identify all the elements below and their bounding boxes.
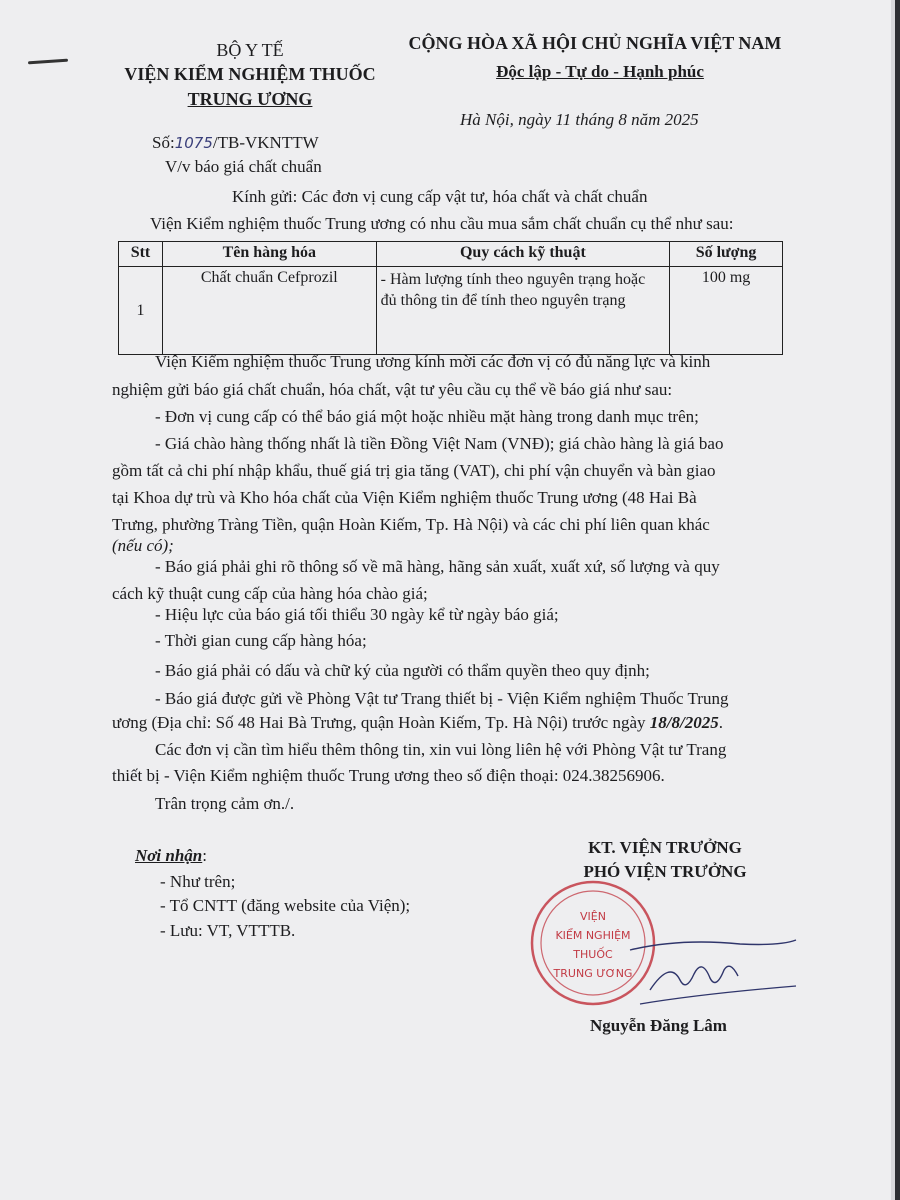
body-line-3: - Đơn vị cung cấp có thể báo giá một hoặc nhiều mặt hàng trong danh mục trên; (155, 407, 699, 426)
recipient-item-1: - Như trên; (160, 872, 236, 891)
items-table (118, 241, 783, 355)
body-line-5: gồm tất cả chi phí nhập khẩu, thuế giá trị gia tăng (VAT), chi phí vận chuyển và bàn giao (112, 461, 716, 480)
body-line-18: Trân trọng cảm ơn./. (155, 794, 295, 813)
handwritten-signature (620, 930, 800, 1010)
institute-name-line1: VIỆN KIỂM NGHIỆM THUỐC (124, 64, 376, 84)
col-header-qty: Số lượng (670, 242, 783, 267)
body-line-15 (112, 713, 723, 733)
stamp-text-4: TRUNG ƯƠNG (553, 967, 633, 980)
stamp-text-2: KIỂM NGHIỆM (555, 929, 631, 942)
col-header-spec: Quy cách kỹ thuật (376, 242, 669, 267)
body-line-1: Viện Kiểm nghiệm thuốc Trung ương kính mời các đơn vị có đủ năng lực và kinh (155, 352, 711, 371)
pen-mark (28, 59, 68, 65)
national-motto: Độc lập - Tự do - Hạnh phúc (496, 62, 704, 81)
ministry-name: BỘ Y TẾ (216, 40, 284, 60)
cell-qty: 100 mg (670, 267, 783, 355)
recipient-item-2: - Tổ CNTT (đăng website của Viện); (160, 896, 411, 915)
number-suffix: /TB-VKNTTW (212, 133, 319, 152)
recipient-item-3: - Lưu: VT, VTTTB. (160, 921, 296, 940)
recipients-title (135, 846, 207, 866)
deadline-prefix: ương (Địa chỉ: Số 48 Hai Bà Trưng, quận Hoàn Kiếm, Tp. Hà Nội) trước ngày (112, 713, 650, 732)
body-line-8: (nếu có); (112, 536, 174, 555)
body-line-10: cách kỹ thuật cung cấp của hàng hóa chào giá; (112, 584, 428, 603)
deadline-date: 18/8/2025 (649, 713, 719, 732)
body-line-2: nghiệm gửi báo giá chất chuẩn, hóa chất, vật tư yêu cầu cụ thể về báo giá như sau: (112, 380, 673, 399)
col-header-name: Tên hàng hóa (162, 242, 376, 267)
table-header-row (119, 242, 783, 267)
signer-name: Nguyễn Đăng Lâm (590, 1016, 727, 1035)
place-date: Hà Nội, ngày 11 tháng 8 năm 2025 (460, 110, 699, 129)
col-header-stt: Stt (119, 242, 163, 267)
cell-stt: 1 (119, 267, 163, 355)
body-line-11: - Hiệu lực của báo giá tối thiểu 30 ngày kể từ ngày báo giá; (155, 605, 559, 624)
body-line-13: - Báo giá phải có dấu và chữ ký của người có thẩm quyền theo quy định; (155, 661, 650, 680)
institute-name-line2: TRUNG ƯƠNG (187, 89, 313, 109)
body-line-17: thiết bị - Viện Kiểm nghiệm thuốc Trung ương theo số điện thoại: 024.38256906. (112, 766, 665, 785)
body-line-12: - Thời gian cung cấp hàng hóa; (155, 631, 367, 650)
country-name: CỘNG HÒA XÃ HỘI CHỦ NGHĨA VIỆT NAM (408, 33, 782, 53)
body-line-9: - Báo giá phải ghi rõ thông số về mã hàng, hãng sản xuất, xuất xứ, số lượng và quy (155, 557, 720, 576)
recipient-line: Kính gửi: Các đơn vị cung cấp vật tư, hóa chất và chất chuẩn (232, 187, 648, 206)
number-prefix: Số: (152, 133, 175, 152)
signature-title-2: PHÓ VIỆN TRƯỞNG (583, 862, 747, 881)
body-line-7: Trưng, phường Tràng Tiền, quận Hoàn Kiếm, Tp. Hà Nội) và các chi phí liên quan khác (112, 515, 710, 534)
body-line-16: Các đơn vị cần tìm hiểu thêm thông tin, xin vui lòng liên hệ với Phòng Vật tư Trang (155, 740, 727, 759)
handwritten-number: 1075 (174, 134, 213, 152)
stamp-text-3: THUỐC (573, 948, 613, 961)
recipients-title-colon: : (202, 846, 207, 865)
body-line-6: tại Khoa dự trù và Kho hóa chất của Viện Kiểm nghiệm thuốc Trung ương (48 Hai Bà (112, 488, 697, 507)
intro-line: Viện Kiểm nghiệm thuốc Trung ương có nhu cầu mua sắm chất chuẩn cụ thể như sau: (150, 214, 734, 233)
deadline-suffix: . (718, 713, 723, 732)
cell-name: Chất chuẩn Cefprozil (162, 267, 376, 355)
subject-line: V/v báo giá chất chuẩn (165, 157, 322, 176)
cell-spec: - Hàm lượng tính theo nguyên trạng hoặc đủ thông tin để tính theo nguyên trạng (376, 267, 669, 355)
body-line-4: - Giá chào hàng thống nhất là tiền Đồng Việt Nam (VNĐ); giá chào hàng là giá bao (155, 434, 724, 453)
body-line-14: - Báo giá được gửi về Phòng Vật tư Trang thiết bị - Viện Kiểm nghiệm Thuốc Trung (155, 689, 729, 708)
recipients-title-text: Nơi nhận (135, 846, 203, 865)
document-number (152, 133, 319, 153)
table-row (119, 267, 783, 355)
stamp-text-1: VIỆN (580, 910, 606, 923)
signature-title-1: KT. VIỆN TRƯỞNG (588, 838, 742, 857)
